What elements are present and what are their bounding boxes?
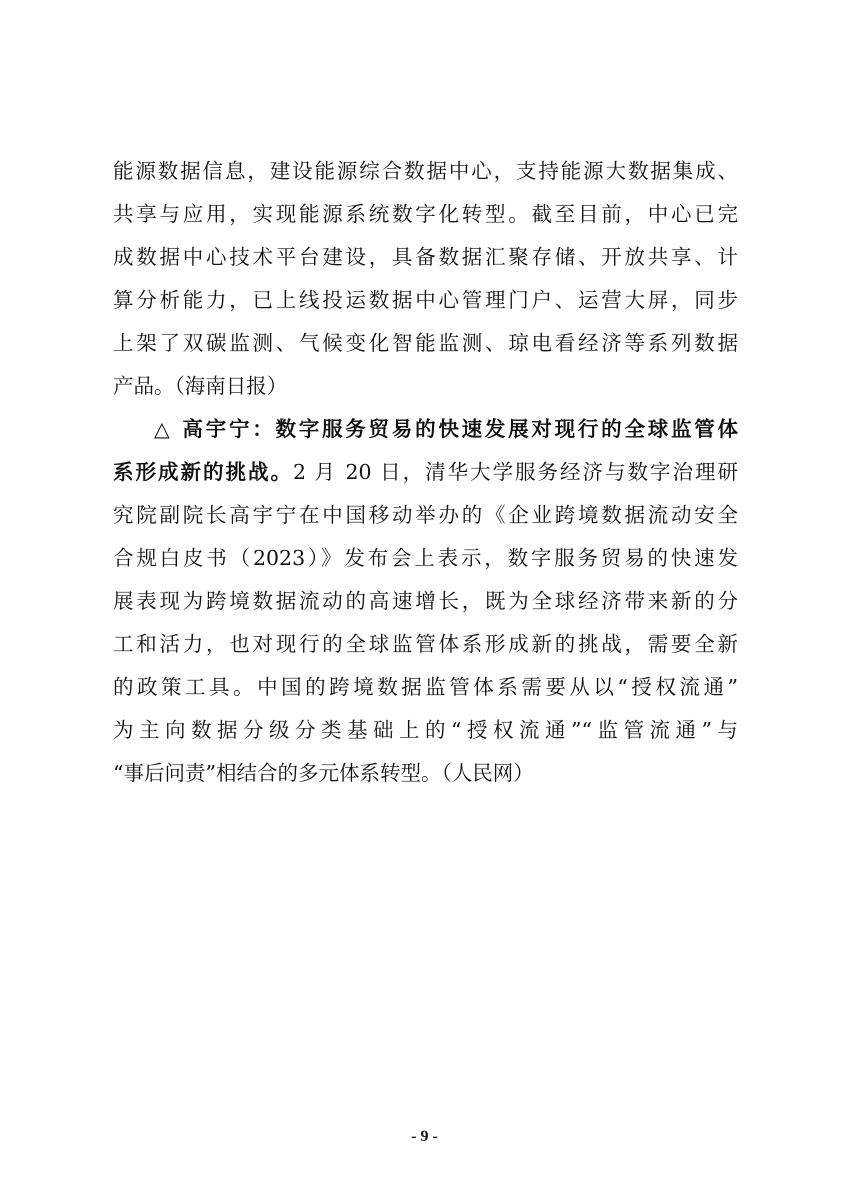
text-line: 展表现为跨境数据流动的高速增长，既为全球经济带来新的分 bbox=[113, 589, 738, 613]
text-line: 合规白皮书（2023）》发布会上表示，数字服务贸易的快速发 bbox=[113, 546, 738, 570]
text-line: 上架了双碳监测、气候变化智能监测、琼电看经济等系列数据 bbox=[113, 331, 738, 355]
paragraph-gao-yuning bbox=[113, 408, 738, 795]
text-line: “事后问责”相结合的多元体系转型。（人民网） bbox=[113, 761, 534, 785]
text-line: 共享与应用，实现能源系统数字化转型。截至目前，中心已完 bbox=[113, 202, 738, 226]
text-line: 的政策工具。中国的跨境数据监管体系需要从以“授权流通” bbox=[113, 675, 738, 699]
news-item-heading-continued: 系形成新的挑战。 bbox=[113, 460, 293, 484]
paragraph-hainan-energy-data bbox=[113, 150, 738, 408]
text-line bbox=[113, 451, 738, 494]
text-line: 算分析能力，已上线投运数据中心管理门户、运营大屏，同步 bbox=[113, 288, 738, 312]
text-line: 工和活力，也对现行的全球监管体系形成新的挑战，需要全新 bbox=[113, 632, 738, 656]
text-line: 究院副院长高宇宁在中国移动举办的《企业跨境数据流动安全 bbox=[113, 503, 738, 527]
text-run: 2 月 20 日，清华大学服务经济与数字治理研 bbox=[292, 460, 738, 484]
page-number: - 9 - bbox=[411, 1128, 438, 1145]
text-line: 为主向数据分级分类基础上的“授权流通”“监管流通”与 bbox=[113, 718, 738, 742]
text-line: 成数据中心技术平台建设，具备数据汇聚存储、开放共享、计 bbox=[113, 245, 738, 269]
text-line: 产品。（海南日报） bbox=[113, 374, 288, 398]
text-line: 能源数据信息，建设能源综合数据中心，支持能源大数据集成、 bbox=[113, 159, 738, 183]
news-item-heading: △ 高宇宁：数字服务贸易的快速发展对现行的全球监管体 bbox=[154, 417, 738, 441]
page-body bbox=[113, 150, 738, 795]
